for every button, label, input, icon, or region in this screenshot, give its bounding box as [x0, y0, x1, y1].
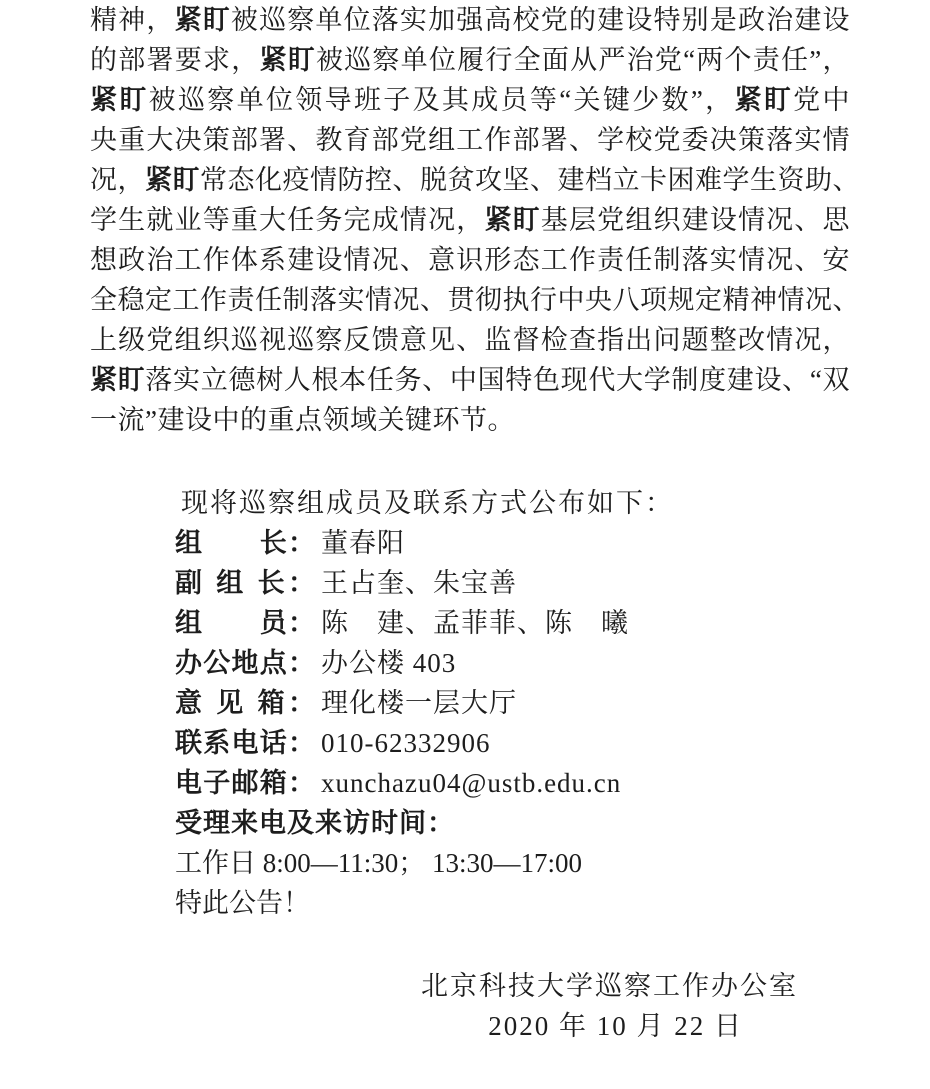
contact-row: [175, 603, 855, 643]
contact-label: 电子邮箱：: [175, 768, 315, 798]
body-text: 况，: [90, 165, 145, 195]
contact-value: 王占奎、朱宝善: [321, 568, 517, 598]
emphasis-text: 紧盯: [90, 365, 146, 395]
contact-label: 办公地点：: [175, 648, 315, 678]
emphasis-text: 紧盯: [734, 85, 794, 115]
contact-value: 办公楼 403: [321, 648, 457, 678]
contact-row: [175, 643, 855, 683]
contact-label: 意 见 箱：: [175, 688, 315, 718]
body-text: 被巡察单位履行全面从严治党“两个责任”，: [315, 45, 851, 75]
signature-block: [0, 966, 930, 1046]
body-text: 常态化疫情防控、脱贫攻坚、建档立卡困难学生资助、: [200, 165, 860, 195]
hours-line: 工作日 8:00—11:30； 13:30—17:00: [175, 848, 583, 878]
contact-value: 董春阳: [321, 528, 405, 558]
paragraph-line: [90, 400, 850, 440]
body-text: 想政治工作体系建设情况、意识形态工作责任制落实情况、安: [90, 245, 850, 275]
paragraph-line: [90, 160, 860, 200]
contact-row: [175, 523, 855, 563]
body-text: 落实立德树人根本任务、中国特色现代大学制度建设、“双: [145, 365, 851, 395]
emphasis-text: 紧盯: [259, 45, 316, 75]
body-text: 的部署要求，: [90, 45, 260, 75]
body-text: 上级党组织巡视巡察反馈意见、监督检查指出问题整改情况，: [90, 325, 850, 355]
contact-row: [175, 683, 855, 723]
body-text: 基层党组织建设情况、思: [540, 205, 851, 235]
contact-row: [175, 763, 855, 803]
body-text: 央重大决策部署、教育部党组工作部署、学校党委决策落实情: [90, 125, 850, 155]
contact-value: 理化楼一层大厅: [321, 688, 517, 718]
announcement-block: [175, 483, 855, 923]
body-text: 一流”建设中的重点领域关键环节。: [90, 405, 515, 435]
body-text: 党中: [793, 85, 850, 115]
paragraph-line: [90, 320, 850, 360]
body-text: 被巡察单位领导班子及其成员等“关键少数”，: [148, 85, 735, 115]
emphasis-text: 紧盯: [484, 205, 541, 235]
contact-row: [175, 563, 855, 603]
contact-label: 联系电话：: [175, 728, 315, 758]
paragraph-line: [90, 80, 850, 120]
body-paragraph: [90, 0, 860, 440]
contact-label: 组 员：: [175, 608, 315, 638]
contact-list: [175, 523, 855, 803]
contact-value: 010-62332906: [321, 728, 491, 758]
paragraph-line: [90, 200, 850, 240]
closing-line: 特此公告！: [175, 888, 310, 918]
paragraph-line: [90, 40, 850, 80]
paragraph-line: [90, 280, 860, 320]
paragraph-line: [90, 120, 850, 160]
intro-line: 现将巡察组成员及联系方式公布如下：: [181, 488, 674, 518]
signature-date: 2020 年 10 月 22 日: [488, 1011, 743, 1041]
emphasis-text: 紧盯: [174, 5, 231, 35]
body-text: 学生就业等重大任务完成情况，: [90, 205, 485, 235]
contact-row: [175, 723, 855, 763]
body-text: 被巡察单位落实加强高校党的建设特别是政治建设: [230, 5, 851, 35]
emphasis-text: 紧盯: [145, 165, 200, 195]
emphasis-text: 紧盯: [90, 85, 149, 115]
body-text: 全稳定工作责任制落实情况、贯彻执行中央八项规定精神情况、: [90, 285, 860, 315]
hours-heading: 受理来电及来访时间：: [175, 808, 455, 838]
contact-label: 组 长：: [175, 528, 315, 558]
contact-value: xunchazu04@ustb.edu.cn: [321, 768, 622, 798]
contact-value: 陈 建、孟菲菲、陈 曦: [321, 608, 629, 638]
body-text: 精神，: [90, 5, 175, 35]
paragraph-line: [90, 360, 850, 400]
paragraph-line: [90, 0, 850, 40]
paragraph-line: [90, 240, 850, 280]
contact-label: 副 组 长：: [175, 568, 315, 598]
signature-org: 北京科技大学巡察工作办公室: [421, 971, 798, 1001]
